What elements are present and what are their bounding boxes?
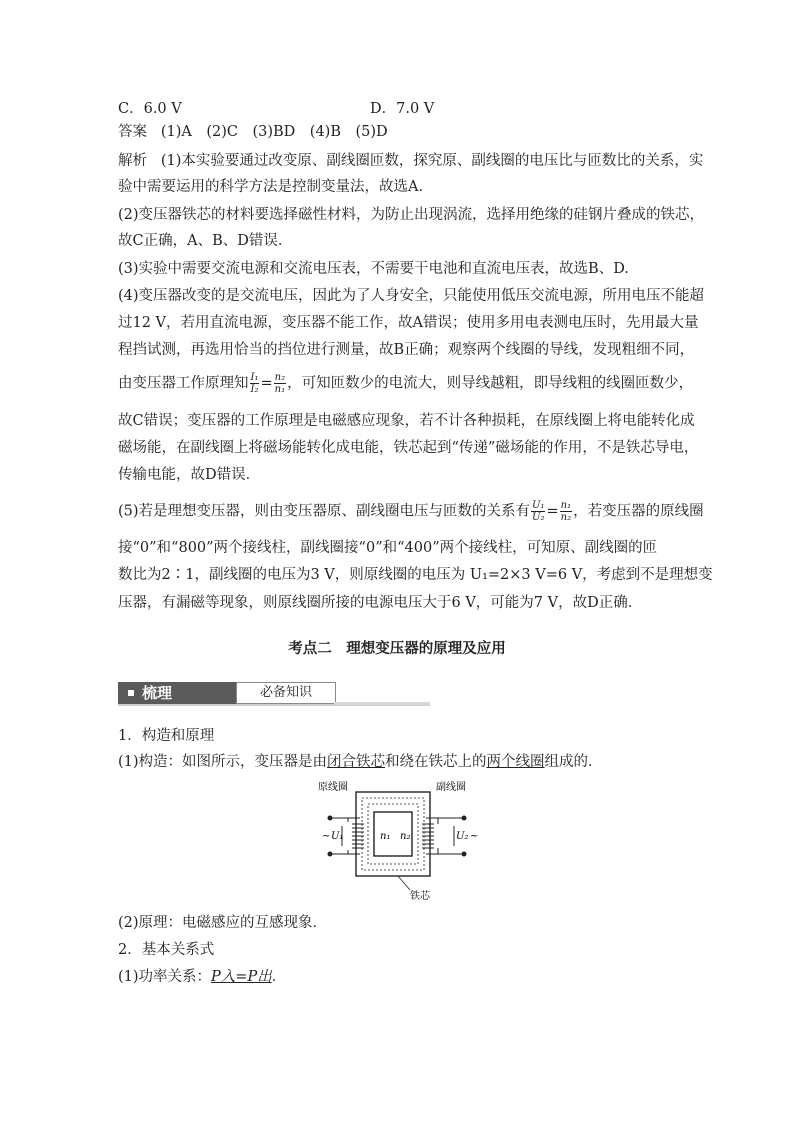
power-formula: P入=P出: [211, 969, 272, 985]
core-lamination: [362, 798, 424, 870]
answer-line: [118, 122, 388, 142]
analysis-p4a: (4)变压器改变的是交流电压，因此为了人身安全，只能使用低压交流电源，所用电压不能超: [118, 288, 705, 304]
turns-ratio-fraction-2: $\frac{\text{n₁}}{\text{n₂}}$: [560, 500, 572, 523]
secondary-coil: [422, 818, 446, 854]
n1-label: n₁: [380, 831, 391, 842]
knowledge-banner: [118, 682, 430, 706]
input-tilde: ~: [322, 831, 331, 842]
option-c: C．6.0 V: [118, 101, 182, 117]
square-bullet-icon: [128, 690, 134, 696]
analysis-p4g: 传输电能，故D错误．: [118, 467, 261, 483]
structure-line: (1)构造：如图所示，变压器是由闭合铁芯和绕在铁芯上的两个线圈组成的．: [118, 754, 603, 770]
analysis-p4f: 磁场能，在副线圈上将磁场能转化成电能，铁芯起到“传递”磁场能的作用，不是铁芯导电，: [118, 440, 699, 456]
answer-text: (1)A (2)C (3)BD (4)B (5)D: [160, 124, 388, 140]
banner-rule: [334, 702, 430, 705]
voltage-ratio-fraction: $\frac{\text{U₁}}{\text{U₂}}$: [532, 500, 545, 523]
analysis-p3: (3)实验中需要交流电源和交流电压表，不需要干电池和直流电压表，故选B、D.: [118, 261, 629, 277]
underlined-term: 两个线圈: [486, 754, 545, 770]
analysis-p5b: 接“0”和“800”两个接线柱，副线圈接“0”和“400”两个接线柱，可知原、副线圈的匝: [118, 540, 658, 556]
analysis-p5d: 压器，有漏磁等现象，则原线圈所接的电源电压大于6 V，可能为7 V，故D正确．: [118, 595, 643, 611]
analysis-p5a: (5)若是理想变压器，则由变压器原、副线圈电压与匝数的关系有 $\frac{\text{U₁}}{\text{U₂}}$ = $\frac{\text{n₁}}{\text{n₂}}$ ，若变压器的原线圈: [118, 500, 704, 523]
analysis-p4e: 故C错误；变压器的工作原理是电磁感应现象，若不计各种损耗，在原线圈上将电能转化成: [118, 413, 695, 429]
core-lamination: [368, 804, 418, 864]
transformer-diagram: [318, 780, 478, 904]
output-tilde: ~: [470, 831, 478, 842]
analysis-p4c: 程挡试测，再选用恰当的挡位进行测量，故B正确；观察两个线圈的导线，发现粗细不同，: [118, 342, 695, 358]
core-label: 铁芯: [410, 891, 430, 900]
n2-label: n₂: [400, 831, 411, 842]
banner-box: 必备知识: [236, 682, 336, 704]
turns-ratio-fraction: $\frac{\text{n₂}}{\text{n₁}}$: [274, 372, 286, 395]
option-d: D．7.0 V: [370, 101, 435, 117]
analysis-p2a: (2)变压器铁芯的材料要选择磁性材料，为防止出现涡流，选择用绝缘的硅钢片叠成的铁芯，: [118, 207, 705, 223]
analysis-p2b: 故C正确，A、B、D错误．: [118, 233, 293, 249]
current-ratio-fraction: $\frac{\text{I₁}}{\text{I₂}}$: [250, 372, 259, 395]
principle-line: (2)原理：电磁感应的互感现象．: [118, 915, 328, 931]
answer-label: 答案: [118, 124, 147, 140]
analysis-label: 解析: [118, 153, 147, 169]
secondary-label: 副线圈: [436, 782, 466, 793]
power-relation-line: (1)功率关系：P入=P出．: [118, 969, 287, 985]
analysis-p1a: 解析 (1)本实验要通过改变原、副线圈匝数，探究原、副线圈的电压比与匝数比的关系，实: [118, 153, 704, 169]
core-outer: [356, 792, 430, 876]
underlined-term: 闭合铁芯: [327, 754, 386, 770]
analysis-p5c: 数比为2∶1，副线圈的电压为3 V，则原线圈的电压为 U₁=2×3 V=6 V，考虑到不是理想变: [118, 567, 713, 583]
core-leader-line: [398, 876, 410, 890]
banner-tab: 梳理: [118, 682, 236, 704]
u2-label: U₂: [456, 831, 469, 842]
heading-1: 1．构造和原理: [118, 728, 215, 744]
section-title: 考点二 理想变压器的原理及应用: [288, 641, 506, 657]
analysis-p4d: 由变压器工作原理知 $\frac{\text{I₁}}{\text{I₂}}$ = $\frac{\text{n₂}}{\text{n₁}}$ ，可知匝数少的电流大，则导线越粗，即导线粗的线圈匝数少，: [118, 372, 694, 395]
analysis-p1b: 验中需要运用的科学方法是控制变量法，故选A.: [118, 179, 424, 195]
u1-label: U₁: [331, 831, 344, 842]
primary-label: 原线圈: [318, 782, 348, 793]
heading-2: 2．基本关系式: [118, 942, 215, 958]
analysis-p4b: 过12 V，若用直流电源，变压器不能工作，故A错误；使用多用电表测电压时，先用最大量: [118, 315, 699, 331]
